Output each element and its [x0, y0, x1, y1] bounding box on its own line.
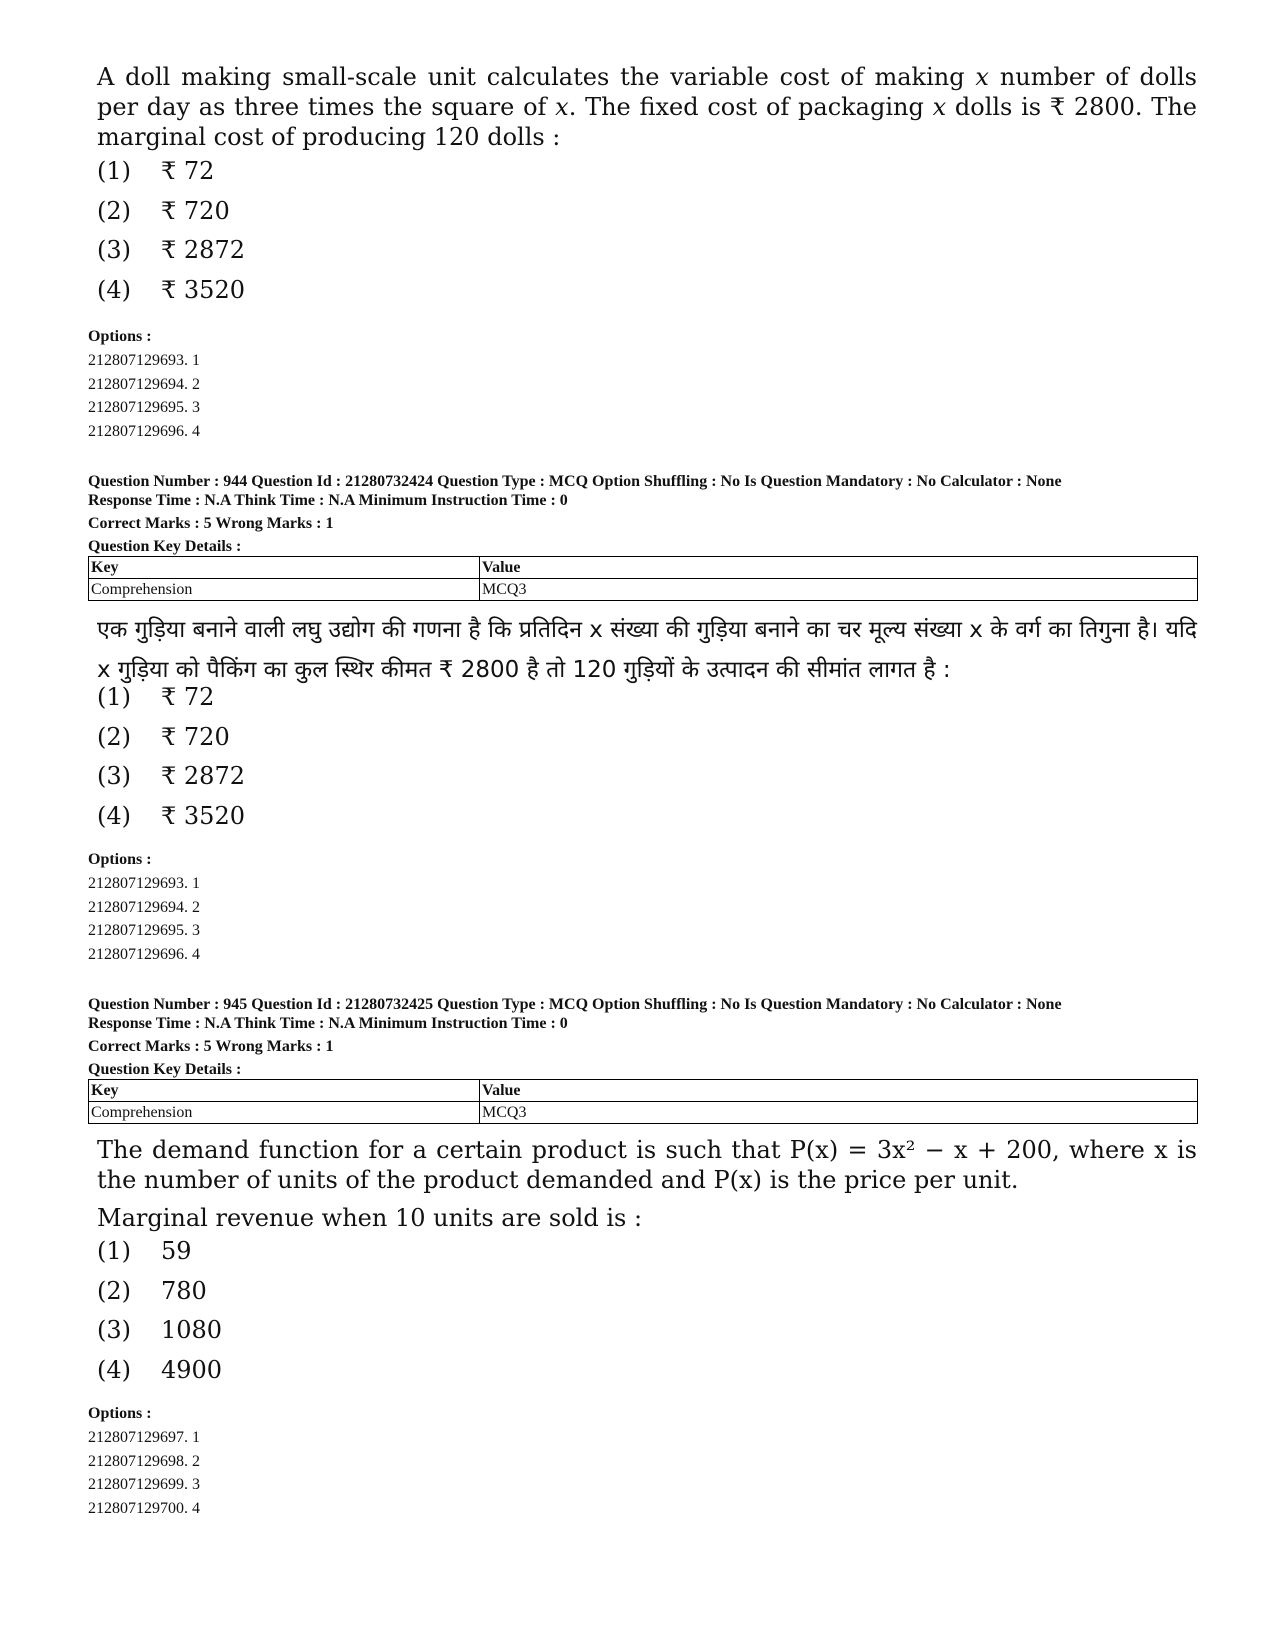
question-944-stem: [97, 610, 1197, 690]
question-944-meta: [88, 472, 1198, 556]
stem-text: dolls is ₹ 2800. The marginal cost of producing 120 dolls :: [97, 93, 1197, 151]
key-details-title: Question Key Details :: [88, 1061, 242, 1078]
table-header-row: [89, 557, 1198, 579]
option-id: 212807129699. 3: [88, 1476, 200, 1493]
stem-variable: x: [555, 93, 569, 121]
stem-text-hindi: एक गुड़िया बनाने वाली लघु उद्योग की गणना है कि प्रतिदिन x संख्या की गुड़िया बनाने का चर मूल्य संख्या x के वर्ग का तिगुना है। यदि x गुड़िया को पैकिंग का कुल स्थिर कीमत ₹ 2800 है तो 120 गुड़ियों के उत्पादन की सीमांत लागत है :: [97, 617, 1197, 683]
marks-info: Correct Marks : 5 Wrong Marks : 1: [88, 515, 334, 532]
stem-text: number of dolls per day as three times the square of: [97, 63, 1197, 121]
question-944-choices: [97, 678, 245, 836]
question-943-options: [88, 325, 200, 443]
table-header-value: Value: [480, 1080, 1198, 1102]
option-id: 212807129696. 4: [88, 945, 200, 963]
table-header-row: [89, 1080, 1198, 1102]
options-title: Options :: [88, 851, 152, 868]
table-cell-value: MCQ3: [480, 1102, 1198, 1124]
option-id: 212807129696. 4: [88, 422, 200, 440]
option-id: 212807129693. 1: [88, 875, 200, 892]
stem-variable: x: [975, 63, 989, 91]
options-title: Options :: [88, 328, 152, 345]
option-id: 212807129700. 4: [88, 1499, 200, 1517]
marks-info: Correct Marks : 5 Wrong Marks : 1: [88, 1038, 334, 1055]
option-id: 212807129695. 3: [88, 922, 200, 939]
key-details-title: Question Key Details :: [88, 538, 242, 555]
stem-text: The demand function for a certain product is such that P(x) = 3x² − x + 200, where x is the number of units of the product demanded and P(x) is the price per unit.: [97, 1136, 1197, 1194]
choice-3[interactable]: (3) ₹ 2872: [97, 762, 245, 790]
question-945-key-table: [88, 1079, 1198, 1124]
choice-1[interactable]: (1) ₹ 72: [97, 157, 215, 185]
option-id: 212807129694. 2: [88, 375, 200, 393]
question-header: Question Number : 944 Question Id : 21280732424 Question Type : MCQ Option Shuffling : No Is Question Mandatory : No Calculator : None: [88, 473, 1062, 490]
table-cell-key: Comprehension: [89, 579, 480, 601]
table-cell-value: MCQ3: [480, 579, 1198, 601]
option-id: 212807129697. 1: [88, 1429, 200, 1446]
choice-2[interactable]: (2) 780: [97, 1276, 207, 1305]
stem-text: A doll making small-scale unit calculates the variable cost of making: [97, 63, 965, 91]
options-title: Options :: [88, 1405, 152, 1422]
question-header: Question Number : 945 Question Id : 21280732425 Question Type : MCQ Option Shuffling : No Is Question Mandatory : No Calculator : None: [88, 996, 1062, 1013]
table-row: [89, 1102, 1198, 1124]
choice-3[interactable]: (3) ₹ 2872: [97, 236, 245, 264]
timing-info: Response Time : N.A Think Time : N.A Minimum Instruction Time : 0: [88, 492, 568, 509]
option-id: 212807129693. 1: [88, 352, 200, 369]
timing-info: Response Time : N.A Think Time : N.A Minimum Instruction Time : 0: [88, 1015, 568, 1032]
question-945-meta: [88, 995, 1198, 1079]
choice-3[interactable]: (3) 1080: [97, 1316, 223, 1344]
choice-2[interactable]: (2) ₹ 720: [97, 196, 230, 225]
choice-4[interactable]: (4) ₹ 3520: [97, 275, 245, 304]
table-header-value: Value: [480, 557, 1198, 579]
question-945-options: [88, 1402, 200, 1520]
question-943-stem: [97, 62, 1197, 152]
choice-2[interactable]: (2) ₹ 720: [97, 722, 230, 751]
table-row: [89, 579, 1198, 601]
table-cell-key: Comprehension: [89, 1102, 480, 1124]
table-header-key: Key: [89, 1080, 480, 1102]
choice-4[interactable]: (4) ₹ 3520: [97, 801, 245, 830]
choice-1[interactable]: (1) 59: [97, 1237, 192, 1265]
question-945-choices: [97, 1232, 222, 1390]
question-943-choices: [97, 152, 245, 310]
option-id: 212807129694. 2: [88, 898, 200, 916]
option-id: 212807129695. 3: [88, 399, 200, 416]
table-header-key: Key: [89, 557, 480, 579]
question-944-options: [88, 848, 200, 966]
option-id: 212807129698. 2: [88, 1452, 200, 1470]
stem-variable: x: [932, 93, 947, 121]
stem-question: Marginal revenue when 10 units are sold is :: [97, 1204, 643, 1232]
choice-1[interactable]: (1) ₹ 72: [97, 683, 215, 711]
stem-text: . The fixed cost of packaging: [568, 93, 924, 121]
question-944-key-table: [88, 556, 1198, 601]
question-945-stem: [97, 1135, 1197, 1233]
choice-4[interactable]: (4) 4900: [97, 1355, 223, 1384]
